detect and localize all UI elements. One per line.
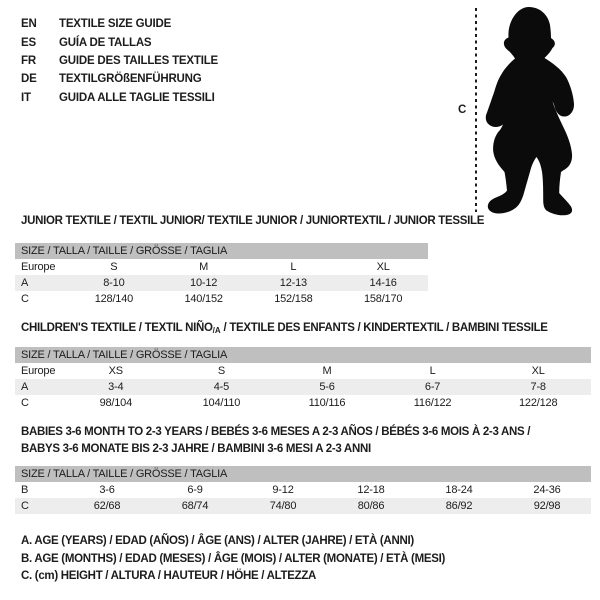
size-value: 12-13: [249, 275, 339, 291]
size-value: 9-12: [272, 484, 294, 496]
size-value: 24-36: [533, 484, 561, 496]
language-title: GUÍA DE TALLAS: [59, 36, 152, 49]
size-value: 3-4: [63, 379, 169, 395]
row-label: Europe: [21, 261, 56, 273]
baby-silhouette-path: [486, 7, 574, 215]
size-value: 128/140: [94, 293, 134, 305]
size-value: 14-16: [338, 275, 428, 291]
row-label: A: [15, 275, 69, 291]
language-row-es: [21, 33, 218, 51]
babies-title-line-1: BABIES 3-6 MONTH TO 2-3 YEARS / BEBÉS 3-6 MESES A 2-3 AÑOS / BÉBÉS 3-6 MOIS À 2-3 ANS /: [21, 426, 531, 438]
size-row-europe: [15, 363, 591, 379]
junior-size-table: [15, 243, 428, 307]
size-value: 158/170: [363, 293, 403, 305]
size-header-row: [15, 243, 428, 259]
size-row-a: [15, 275, 428, 291]
size-value: 122/128: [519, 397, 558, 409]
size-value: 68/74: [151, 498, 239, 514]
baby-silhouette: [482, 5, 592, 225]
size-value: 152/158: [274, 293, 313, 305]
size-value: 140/152: [184, 293, 223, 305]
row-label: A: [15, 379, 63, 395]
size-value: L: [290, 261, 297, 273]
language-code: IT: [21, 91, 31, 104]
size-value: M: [322, 365, 332, 377]
size-value: 80/86: [327, 498, 415, 514]
measurement-legend: [21, 535, 445, 588]
language-list: [21, 15, 218, 107]
size-header-bar: SIZE / TALLA / TAILLE / GRÖSSE / TAGLIA: [15, 243, 428, 259]
size-value: S: [217, 365, 225, 377]
size-row-a: [15, 379, 591, 395]
size-row-b: [15, 482, 591, 498]
children-section-title: [21, 322, 548, 337]
size-value: 12-18: [357, 484, 385, 496]
language-row-en: [21, 15, 218, 33]
size-value: XL: [531, 365, 545, 377]
size-value: 110/116: [308, 397, 346, 409]
size-value: 92/98: [503, 498, 591, 514]
size-value: 86/92: [415, 498, 503, 514]
size-header-bar: SIZE / TALLA / TAILLE / GRÖSSE / TAGLIA: [15, 347, 591, 363]
language-code: DE: [21, 73, 37, 86]
children-title-pre: CHILDREN'S TEXTILE / TEXTIL NIÑO: [21, 322, 213, 334]
size-row-c: [15, 291, 428, 307]
size-row-c: [15, 395, 591, 411]
size-value: 62/68: [63, 498, 151, 514]
height-label-c: C: [458, 104, 467, 116]
junior-section-title-text: JUNIOR TEXTILE / TEXTIL JUNIOR/ TEXTILE JUNIOR / JUNIORTEXTIL / JUNIOR TESSILE: [21, 215, 485, 227]
size-value: 6-7: [380, 379, 486, 395]
height-reference-dashed-line: [475, 8, 477, 212]
size-value: 7-8: [485, 379, 591, 395]
size-value: 98/104: [99, 397, 133, 409]
language-row-de: [21, 70, 218, 88]
legend-line-a: A. AGE (YEARS) / EDAD (AÑOS) / ÂGE (ANS) / ALTER (JAHRE) / ETÀ (ANNI): [21, 535, 414, 547]
size-value: S: [110, 261, 118, 273]
babies-section-title: [21, 424, 530, 458]
language-code: EN: [21, 18, 37, 31]
language-code: FR: [21, 54, 36, 67]
size-value: 116/122: [413, 397, 452, 409]
size-value: 18-24: [445, 484, 473, 496]
size-value: L: [429, 365, 436, 377]
language-row-fr: [21, 52, 218, 70]
size-value: 74/80: [239, 498, 327, 514]
babies-title-line-2: BABYS 3-6 MONATE BIS 2-3 JAHRE / BAMBINI 3-6 MESI A 2-3 ANNI: [21, 443, 371, 455]
size-row-europe: [15, 259, 428, 275]
row-label: B: [21, 484, 29, 496]
language-row-it: [21, 89, 218, 107]
size-value: 6-9: [187, 484, 203, 496]
children-size-table: [15, 347, 591, 411]
legend-line-b: B. AGE (MONTHS) / EDAD (MESES) / ÂGE (MOIS) / ALTER (MONATE) / ETÀ (MESI): [21, 552, 446, 565]
row-label: C: [15, 498, 63, 514]
size-value: 10-12: [159, 275, 249, 291]
row-label: C: [21, 293, 29, 305]
language-code: ES: [21, 36, 36, 49]
size-header-bar: SIZE / TALLA / TAILLE / GRÖSSE / TAGLIA: [15, 466, 591, 482]
size-value: 5-6: [274, 379, 380, 395]
language-title: GUIDA ALLE TAGLIE TESSILI: [59, 91, 215, 104]
junior-section-title: [21, 215, 484, 228]
language-title: TEXTILGRÖßENFÜHRUNG: [59, 73, 202, 86]
size-value: 104/110: [202, 397, 241, 409]
children-title-post: / TEXTILE DES ENFANTS / KINDERTEXTIL / BAMBINI TESSILE: [220, 322, 548, 334]
size-value: XS: [108, 365, 123, 377]
babies-size-table: [15, 466, 591, 514]
size-value: 4-5: [169, 379, 275, 395]
size-header-row: [15, 347, 591, 363]
row-label: Europe: [21, 365, 56, 377]
children-title-subscript: /A: [212, 326, 221, 335]
size-header-row: [15, 466, 591, 482]
size-value: XL: [376, 261, 390, 273]
size-value: M: [199, 261, 209, 273]
legend-line-c: C. (cm) HEIGHT / ALTURA / HAUTEUR / HÖHE / ALTEZZA: [21, 570, 317, 582]
language-title: GUIDE DES TAILLES TEXTILE: [59, 54, 218, 67]
size-value: 3-6: [99, 484, 115, 496]
size-row-c: [15, 498, 591, 514]
size-value: 8-10: [69, 275, 159, 291]
language-title: TEXTILE SIZE GUIDE: [59, 18, 172, 31]
row-label: C: [21, 397, 29, 409]
